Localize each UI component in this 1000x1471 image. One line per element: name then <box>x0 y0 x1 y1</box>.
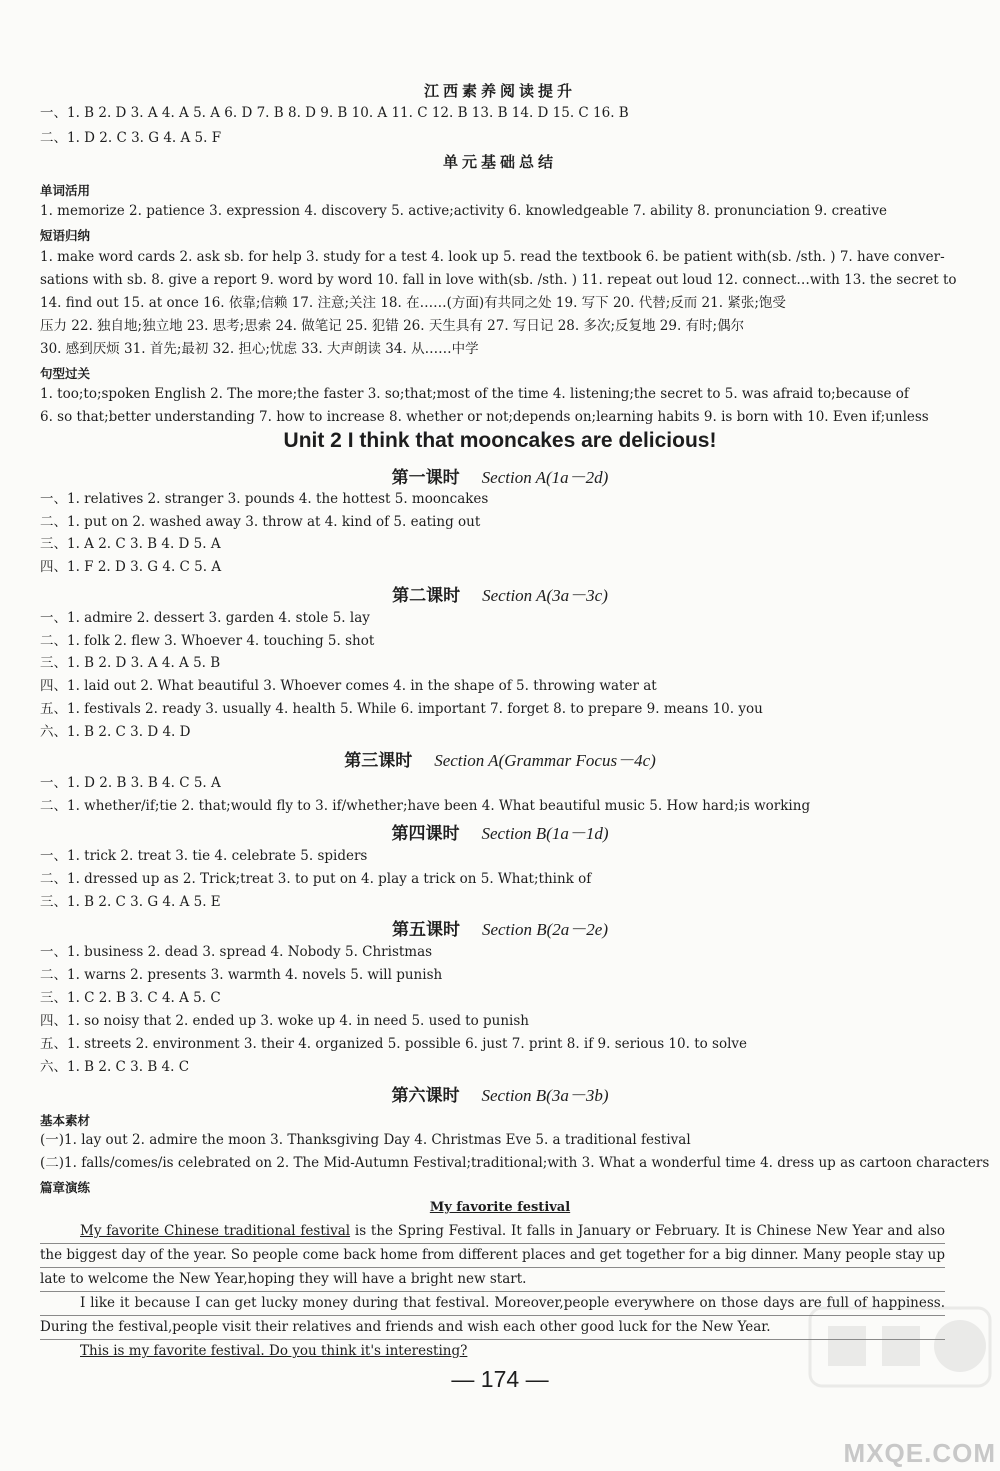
lesson-section: Section A(1a－2d) <box>481 468 609 487</box>
sentences-label: 句型过关 <box>40 366 91 381</box>
words-label: 单词活用 <box>40 183 91 198</box>
lesson-section: Section B(1a－1d) <box>481 824 609 843</box>
answer-line: 一、1. relatives 2. stranger 3. pounds 4. the hottest 5. mooncakes <box>40 491 489 507</box>
lesson-number: 第三课时 <box>344 751 413 771</box>
answer-line: 二、1. dressed up as 2. Trick;treat 3. to put on 4. play a trick on 5. What;think of <box>40 871 592 887</box>
answer-line: 30. 感到厌烦 31. 首先;最初 32. 担心;忧虑 33. 大声朗读 34. 从……中学 <box>40 341 479 357</box>
watermark-text: MXQE.COM <box>843 1438 996 1468</box>
lesson-heading <box>40 746 960 771</box>
writing-label: 篇章演练 <box>40 1180 91 1195</box>
lesson-section: Section A(3a－3c) <box>482 586 608 605</box>
lesson-heading <box>40 463 960 488</box>
answer-line: 三、1. B 2. C 3. G 4. A 5. E <box>40 894 221 910</box>
answer-line: 四、1. F 2. D 3. G 4. C 5. A <box>40 559 222 575</box>
answer-line: 一、1. admire 2. dessert 3. garden 4. stole 5. lay <box>40 610 370 626</box>
answer-line: 1. too;to;spoken English 2. The more;the faster 3. so;that;most of the time 4. listening;the secret to 5. was afraid to;because of <box>40 386 909 402</box>
answer-line: 五、1. streets 2. environment 3. their 4. organized 5. possible 6. just 7. print 8. if 9. serious 10. to solve <box>40 1036 748 1052</box>
essay-paragraph: My favorite Chinese traditional festival is the Spring Festival. It falls in January or February. It is Chinese New Year and also the biggest day of the year. So people come back home from different places and get together for a big dinner. Many people stay up late to welcome the New Year,hoping they will have a bright new start. <box>40 1223 946 1287</box>
answer-line: 二、1. folk 2. flew 3. Whoever 4. touching 5. shot <box>40 633 375 649</box>
underlined-opening: My favorite Chinese traditional festival <box>80 1223 351 1239</box>
lesson-heading <box>40 1081 960 1106</box>
essay-title: My favorite festival <box>429 1200 571 1215</box>
materials-label: 基本素材 <box>40 1113 91 1128</box>
lesson-number: 第四课时 <box>391 824 460 844</box>
answer-line: 1. make word cards 2. ask sb. for help 3. study for a test 4. look up 5. read the textbook 6. be patient with(sb. /sth. ) 7. have conver- <box>40 249 945 265</box>
unit-title: Unit 2 I think that mooncakes are delicious! <box>283 429 717 452</box>
answer-line: 一、1. trick 2. treat 3. tie 4. celebrate 5. spiders <box>40 848 368 864</box>
lesson-heading <box>40 819 960 844</box>
lesson-heading <box>40 581 960 606</box>
answer-line: sations with sb. 8. give a report 9. word by word 10. fall in love with(sb. /sth. ) 11. repeat out loud 12. connect…with 13. the secret to <box>40 272 957 288</box>
answer-line: 14. find out 15. at once 16. 依靠;信赖 17. 注意;关注 18. 在……(方面)有共同之处 19. 写下 20. 代替;反而 21. 紧张;饱受 <box>40 295 786 311</box>
answer-line: 一、1. D 2. B 3. B 4. C 5. A <box>40 775 221 791</box>
answer-line: 二、1. whether/if;tie 2. that;would fly to 3. if/whether;have been 4. What beautiful music 5. How hard;is working <box>40 798 811 814</box>
lesson-section: Section B(2a－2e) <box>481 920 609 939</box>
answer-line: 六、1. B 2. C 3. D 4. D <box>40 724 191 740</box>
answer-line: 二、1. put on 2. washed away 3. throw at 4. kind of 5. eating out <box>40 514 481 530</box>
answer-line: 二、1. warns 2. presents 3. warmth 4. novels 5. will punish <box>40 967 443 983</box>
answer-line: (一)1. lay out 2. admire the moon 3. Thanksgiving Day 4. Christmas Eve 5. a traditional festival <box>40 1132 691 1148</box>
answer-line: 五、1. festivals 2. ready 3. usually 4. health 5. While 6. important 7. forget 8. to prepare 9. means 10. you <box>40 701 763 717</box>
answer-line: 1. memorize 2. patience 3. expression 4. discovery 5. active;activity 6. knowledgeable 7. ability 8. pronunciation 9. creative <box>40 203 887 219</box>
answer-line: 一、1. business 2. dead 3. spread 4. Nobody 5. Christmas <box>40 944 433 960</box>
answer-line: 二、1. D 2. C 3. G 4. A 5. F <box>40 130 222 146</box>
answer-line: (二)1. falls/comes/is celebrated on 2. The Mid-Autumn Festival;traditional;with 3. What a wonderful time 4. dress up as cartoon characters <box>40 1155 990 1171</box>
watermark-logo-icon <box>800 1300 1000 1393</box>
lesson-section: Section B(3a－3b) <box>481 1086 609 1105</box>
lesson-number: 第二课时 <box>392 586 461 606</box>
answer-line: 四、1. laid out 2. What beautiful 3. Whoever comes 4. in the shape of 5. throwing water at <box>40 678 657 694</box>
answer-line: 三、1. C 2. B 3. C 4. A 5. C <box>40 990 221 1006</box>
page-number: — 174 — <box>451 1366 549 1392</box>
jiangxi-title: 江西素养阅读提升 <box>423 82 576 100</box>
lesson-heading <box>40 915 960 940</box>
lesson-number: 第一课时 <box>391 468 460 488</box>
answer-line: 一、1. B 2. D 3. A 4. A 5. A 6. D 7. B 8. D 9. B 10. A 11. C 12. B 13. B 14. D 15. C 16. B <box>40 105 629 121</box>
answer-line: 三、1. A 2. C 3. B 4. D 5. A <box>40 536 221 552</box>
answer-line: 6. so that;better understanding 7. how to increase 8. whether or not;depends on;learning habits 9. is born with 10. Even if;unless <box>40 409 929 425</box>
answer-line: 压力 22. 独自地;独立地 23. 思考;思索 24. 做笔记 25. 犯错 26. 天生具有 27. 写日记 28. 多次;反复地 29. 有时;偶尔 <box>40 318 745 334</box>
phrases-label: 短语归纳 <box>40 228 91 243</box>
answer-line: 四、1. so noisy that 2. ended up 3. woke up 4. in need 5. used to punish <box>40 1013 529 1029</box>
answer-line: 六、1. B 2. C 3. B 4. C <box>40 1059 190 1075</box>
answer-line: 三、1. B 2. D 3. A 4. A 5. B <box>40 655 221 671</box>
essay-paragraph: I like it because I can get lucky money during that festival. Moreover,people everywhere on those days are full of happiness. During the festival,people visit their relatives and friends and wish each other good luck for the New Year. <box>40 1295 945 1335</box>
lesson-section: Section A(Grammar Focus－4c) <box>434 751 656 770</box>
essay-closing: This is my favorite festival. Do you think it's interesting? <box>80 1343 468 1359</box>
lesson-number: 第五课时 <box>391 920 460 940</box>
summary-title: 单元基础总结 <box>442 153 557 171</box>
lesson-number: 第六课时 <box>391 1086 460 1106</box>
